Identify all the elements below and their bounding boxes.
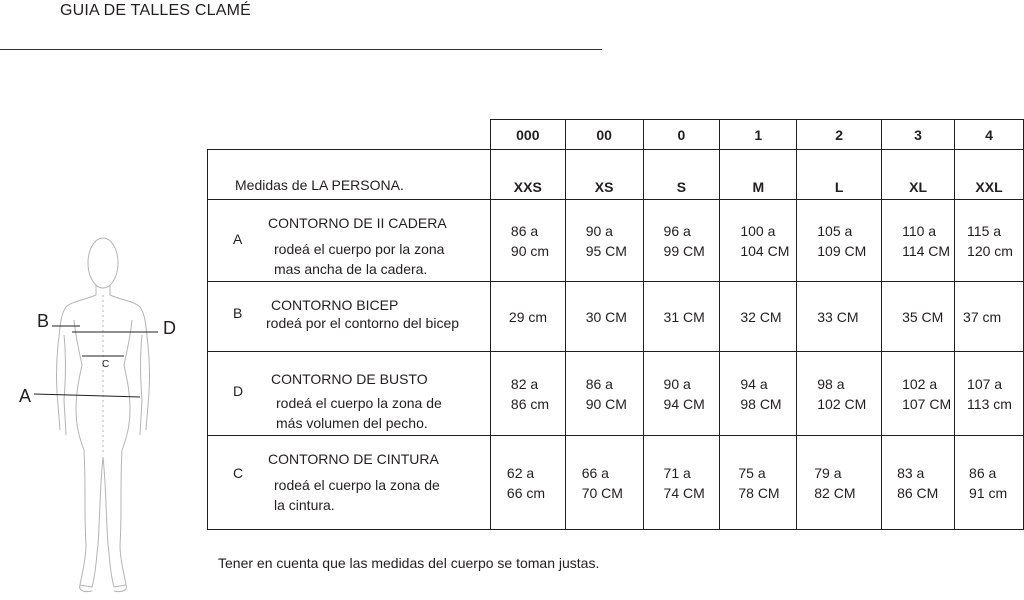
measure-value: 62 a 66 cm [490, 436, 565, 530]
figure-label-b: B [37, 311, 50, 331]
measure-value: 86 a 91 cm [955, 436, 1024, 530]
size-number: 1 [720, 120, 797, 150]
measure-value: 98 a 102 CM [797, 352, 882, 436]
measure-value: 100 a 104 CM [720, 200, 797, 282]
measure-value: 96 a 99 CM [643, 200, 720, 282]
measure-name: CONTORNO DE CINTURA [268, 450, 439, 467]
measure-value: 35 CM [882, 282, 955, 352]
header-label: Medidas de LA PERSONA. [208, 150, 491, 200]
size-number: 2 [797, 120, 882, 150]
measure-description [208, 352, 491, 436]
measure-value: 32 CM [720, 282, 797, 352]
figure-label-a: A [19, 386, 32, 406]
measure-value: 115 a 120 cm [955, 200, 1024, 282]
measure-value: 90 a 95 CM [565, 200, 643, 282]
size-number-row [208, 120, 1024, 150]
measure-value: 107 a 113 cm [955, 352, 1024, 436]
measure-letter: A [233, 230, 243, 247]
measure-description [208, 282, 491, 352]
measure-value: 71 a 74 CM [643, 436, 720, 530]
table-row [208, 352, 1024, 436]
title-divider [0, 49, 602, 50]
measure-value: 83 a 86 CM [882, 436, 955, 530]
measure-value: 86 a 90 CM [565, 352, 643, 436]
measure-letter: B [233, 304, 243, 321]
measure-value: 37 cm [955, 282, 1024, 352]
measure-name: CONTORNO DE BUSTO [271, 370, 428, 387]
measure-description [208, 200, 491, 282]
table-row [208, 200, 1024, 282]
size-table [207, 119, 1024, 530]
measure-instructions: rodeá el cuerpo por la zona mas ancha de la cadera. [274, 240, 445, 277]
measure-value: 33 CM [797, 282, 882, 352]
body-silhouette-icon [0, 225, 200, 595]
size-letter: L [797, 150, 882, 200]
table-row [208, 282, 1024, 352]
size-letter: S [643, 150, 720, 200]
measure-value: 79 a 82 CM [797, 436, 882, 530]
measure-value: 31 CM [643, 282, 720, 352]
table-row [208, 436, 1024, 530]
size-number: 3 [882, 120, 955, 150]
measure-instructions: rodeá el cuerpo la zona de la cintura. [274, 476, 440, 513]
size-letter-row [208, 150, 1024, 200]
measure-value: 29 cm [490, 282, 565, 352]
measure-value: 102 a 107 CM [882, 352, 955, 436]
measure-value: 90 a 94 CM [643, 352, 720, 436]
size-letter: XL [882, 150, 955, 200]
measure-letter: C [233, 464, 244, 481]
measure-instructions: rodeá por el contorno del bicep [266, 314, 460, 331]
measure-name: CONTORNO BICEP [271, 296, 399, 313]
size-letter: XXS [490, 150, 565, 200]
measure-value: 105 a 109 CM [797, 200, 882, 282]
measure-value: 66 a 70 CM [565, 436, 643, 530]
measure-instructions: rodeá el cuerpo la zona de más volumen del pecho. [276, 394, 442, 431]
measure-name: CONTORNO DE II CADERA [268, 214, 447, 231]
size-number: 4 [955, 120, 1024, 150]
table-corner [208, 120, 491, 150]
size-letter: XXL [955, 150, 1024, 200]
footnote: Tener en cuenta que las medidas del cuerpo se toman justas. [218, 555, 600, 571]
measure-value: 110 a 114 CM [882, 200, 955, 282]
size-letter: M [720, 150, 797, 200]
measure-description [208, 436, 491, 530]
measure-value: 75 a 78 CM [720, 436, 797, 530]
body-figure [0, 225, 200, 595]
size-number: 0 [643, 120, 720, 150]
size-number: 000 [490, 120, 565, 150]
figure-label-c: C [102, 359, 110, 370]
measure-value: 30 CM [565, 282, 643, 352]
figure-label-d: D [163, 318, 176, 338]
page-title: GUIA DE TALLES CLAMÉ [60, 2, 252, 19]
size-letter: XS [565, 150, 643, 200]
measure-value: 94 a 98 CM [720, 352, 797, 436]
measure-letter: D [233, 382, 244, 399]
size-number: 00 [565, 120, 643, 150]
measure-value: 82 a 86 cm [490, 352, 565, 436]
measure-value: 86 a 90 cm [490, 200, 565, 282]
